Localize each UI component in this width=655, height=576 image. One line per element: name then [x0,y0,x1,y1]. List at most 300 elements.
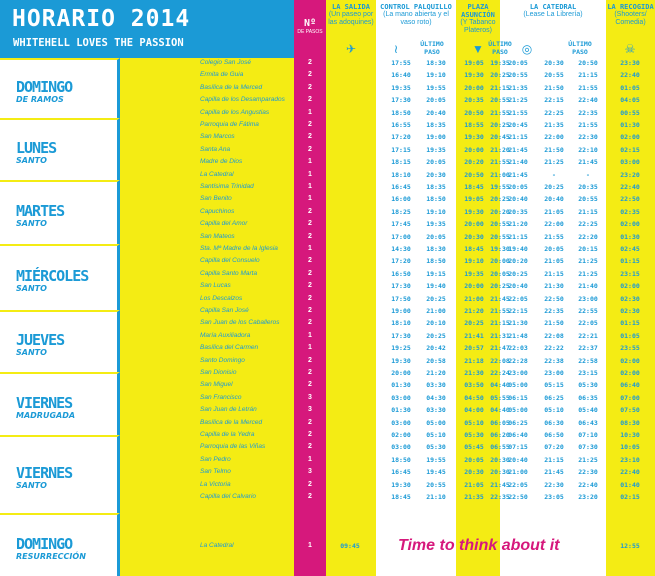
time-cell: 21:50 [544,145,564,154]
time-cell: 05:00 [508,406,528,415]
time-cell: 20:00 [464,220,484,229]
time-cell: 17:15 [391,145,411,154]
time-cell: 21:20 [464,307,484,315]
time-cell: 02:35 [620,207,640,216]
time-cell: 18:15 [391,158,411,167]
plaza-sub: (Y Tabanco Plateros) [460,19,496,34]
time-cell: 19:45 [426,468,446,477]
time-cell: 06:40 [620,381,640,390]
pasos-count: 2 [308,220,312,228]
catedral-last-label: ÚLTIMO PASO [568,40,592,56]
time-cell: 01:15 [620,319,640,328]
time-cell: 04:40 [490,381,510,390]
church-name: Colegio San José [200,59,251,66]
pasos-count: 2 [308,207,312,215]
time-cell: 07:50 [620,406,640,415]
time-cell: 20:50 [464,108,484,117]
time-cell: 06:50 [544,431,564,439]
pasos-count: 2 [308,269,312,277]
time-cell: 22:08 [544,331,564,340]
time-cell: 20:40 [544,195,564,204]
time-cell: 21:00 [426,307,446,315]
church-name: La Catedral [200,542,234,549]
time-cell: 18:30 [426,245,446,253]
time-cell: 21:15 [544,269,564,278]
pasos-count: 1 [308,170,312,178]
pasos-count: 1 [308,542,312,549]
pasos-count: 2 [308,480,312,488]
skull-icon: ☠ [624,42,636,56]
page-title: HORARIO 2014 [12,6,191,32]
pasos-count: 2 [308,232,312,240]
pasos-count: 1 [308,108,312,116]
time-cell: 22:22 [544,344,564,353]
time-cell: 20:42 [426,344,446,353]
time-cell: 21:45 [490,294,510,303]
pasos-count: 3 [308,406,312,414]
time-cell: 05:40 [578,406,598,415]
time-cell: 21:15 [508,133,528,142]
time-cell: 18:10 [391,170,411,179]
time-cell: 21:55 [508,108,528,117]
time-cell: 23:00 [544,369,564,377]
church-name: San Dionisio [200,369,237,376]
time-cell: 22:50 [508,493,528,501]
time-cell: 22:05 [508,480,528,489]
time-cell: 22:50 [620,195,640,204]
time-cell: 07:15 [508,443,528,452]
time-cell: 22:24 [490,369,510,377]
time-cell: 06:25 [544,393,564,402]
time-cell: 23:10 [620,455,640,464]
time-cell: 21:25 [544,158,564,167]
time-cell: 19:40 [426,282,446,291]
time-cell: 21:50 [544,83,564,92]
church-name: Santa Ana [200,145,231,153]
time-cell: 20:20 [464,158,484,167]
time-cell: 21:48 [508,331,528,340]
time-cell: 18:25 [391,207,411,216]
time-cell: 06:55 [490,443,510,452]
time-cell: 02:00 [620,369,640,377]
time-cell: 02:00 [620,133,640,142]
time-cell: 17:45 [391,220,411,229]
time-cell: 18:50 [426,195,446,204]
time-cell: 20:25 [426,331,446,340]
time-cell: 19:40 [508,245,528,253]
time-cell: 20:25 [490,195,510,204]
time-cell: 22:58 [578,356,598,365]
time-cell: 22:08 [490,356,510,365]
time-cell: 21:10 [426,493,446,501]
pasos-header [294,18,326,36]
day-sub: RESURRECCIÓN [16,551,86,561]
pasos-count: 1 [308,455,312,463]
time-cell: 20:30 [490,468,510,477]
time-cell: 07:20 [544,443,564,452]
time-cell: 21:35 [464,493,484,501]
church-name: San Miguel [200,381,233,389]
time-cell: 19:10 [426,207,446,216]
day-name: DOMINGO [16,78,73,96]
time-cell: 20:40 [508,282,528,291]
time-cell: 19:25 [391,344,411,353]
time-cell: 20:40 [508,195,528,204]
pasos-count: 2 [308,307,312,314]
time-cell: 21:55 [490,108,510,117]
time-cell: 04:40 [490,406,510,415]
time-cell: 20:30 [544,59,564,67]
time-cell: 20:25 [544,183,564,191]
time-cell: 22:03 [508,344,528,353]
time-cell: 22:30 [578,468,598,477]
time-cell: 07:10 [578,431,598,439]
time-cell: 23:05 [544,493,564,501]
time-cell: 19:05 [464,195,484,204]
time-cell: 23:00 [578,294,598,303]
time-cell: 20:25 [490,71,510,80]
time-cell: 06:35 [578,393,598,402]
time-cell: 21:15 [578,207,598,216]
time-cell: 21:55 [578,121,598,129]
time-cell: 19:00 [426,133,446,142]
day-name: JUEVES [16,331,65,349]
recogida-sub: (Shooters/ Comedia) [614,11,647,26]
plaza-last-label: ÚLTIMO PASO [488,40,512,56]
time-cell: 04:50 [464,393,484,402]
time-cell: 18:45 [464,183,484,191]
time-cell: 20:35 [508,207,528,216]
day-block [0,58,120,118]
time-cell: 23:15 [620,269,640,278]
time-cell: 20:25 [426,294,446,303]
time-cell: 21:35 [508,83,528,92]
time-cell: 22:40 [620,468,640,477]
church-name: San Benito [200,195,232,203]
pasos-count: 2 [308,96,312,104]
day-block [0,310,120,372]
pasos-count: 1 [308,183,312,190]
time-cell: 23:30 [620,59,640,67]
time-cell: 05:15 [544,381,564,390]
day-name: VIERNES [16,393,73,412]
recogida-header [606,3,655,27]
pasos-count: 1 [308,344,312,352]
time-cell: 21:45 [508,170,528,179]
pasos-count: 2 [308,145,312,153]
time-cell: 22:40 [620,183,640,191]
plaza-header [456,3,500,35]
time-cell: 21:25 [508,96,528,105]
time-cell: 02:45 [620,245,640,253]
church-name: Basílica de la Merced [200,418,263,426]
time-cell: 19:55 [426,83,446,92]
time-cell: 06:30 [544,418,564,427]
church-name: Capilla de los Angustias [200,108,270,116]
time-cell: 20:45 [490,133,510,142]
time-cell: 21:18 [464,356,484,365]
time-cell: 03:00 [391,443,411,452]
control-header [376,3,456,27]
time-cell: 04:00 [464,406,484,415]
time-cell: 19:30 [391,356,411,365]
time-cell: 20:00 [464,145,484,154]
time-cell: 23:20 [578,493,598,501]
time-cell: 23:15 [578,369,598,377]
time-cell: 21:55 [490,158,510,167]
time-cell: 05:00 [508,381,528,390]
day-sub: DE RAMOS [16,95,64,104]
day-block [0,513,120,576]
time-cell: 06:05 [490,418,510,427]
time-cell: 17:30 [391,331,411,340]
pasos-count: 2 [308,493,312,500]
time-cell: 20:00 [391,369,411,377]
pasos-count: 2 [308,356,312,364]
time-cell: 20:55 [578,195,598,204]
time-cell: 16:45 [391,183,411,191]
nail-icon: ≀ [393,42,399,56]
plane-icon: ✈ [345,42,357,56]
catedral-title: LA CATEDRAL [529,3,577,11]
time-cell: 05:10 [544,406,564,415]
time-cell: 20:05 [544,245,564,253]
time-cell: 19:35 [490,59,510,67]
time-cell: 19:55 [426,455,446,464]
plaza-title: PLAZA ASUNCIÓN [461,3,495,19]
time-cell: 22:00 [544,133,564,142]
time-cell: 08:30 [620,418,640,427]
pasos-count: 2 [308,59,312,66]
time-cell: 21:05 [544,207,564,216]
pasos-count: 2 [308,443,312,451]
time-cell: 14:30 [391,245,411,253]
time-cell: 20:20 [490,207,510,216]
pasos-count: 2 [308,294,312,302]
time-cell: 05:00 [426,418,446,427]
church-name: Capilla del Calvario [200,493,256,500]
pasos-count: 3 [308,393,312,401]
church-name: San Juan de los Caballeros [200,319,280,327]
time-cell: 19:35 [426,220,446,229]
time-cell: - [552,170,556,179]
time-cell: 21:15 [508,232,528,241]
time-cell: 20:30 [464,468,484,477]
day-block [0,372,120,435]
church-name: La Catedral [200,170,234,178]
time-cell: 19:35 [391,83,411,92]
church-name: Capilla San José [200,307,249,314]
time-cell: 21:15 [544,455,564,464]
time-cell: 16:50 [391,269,411,278]
time-cell: 02:15 [620,493,640,501]
time-cell: 22:05 [508,294,528,303]
time-cell: 05:30 [426,443,446,452]
time-cell: 17:30 [391,96,411,105]
time-cell: 19:55 [490,183,510,191]
time-cell: 22:35 [490,493,510,501]
time-cell: 20:55 [490,232,510,241]
time-cell: 20:55 [490,220,510,229]
salida-header [326,3,376,27]
time-cell: 22:40 [578,96,598,105]
time-cell: 17:50 [391,294,411,303]
time-cell: 12:55 [620,542,640,550]
time-cell: 03:00 [391,393,411,402]
time-cell: 21:45 [490,480,510,489]
church-name: Capilla del Consuelo [200,257,260,265]
time-cell: 22:40 [578,480,598,489]
church-name: Parroquia de las Viñas [200,443,266,451]
time-cell: 03:30 [426,381,446,390]
church-name: Basílica de la Merced [200,83,263,91]
time-cell: 20:00 [464,83,484,92]
time-cell: 18:50 [391,455,411,464]
time-cell: 17:20 [391,133,411,142]
time-cell: 18:35 [426,183,446,191]
time-cell: 20:25 [464,319,484,328]
time-cell: 19:35 [464,269,484,278]
catedral-header [500,3,606,19]
time-cell: 23:20 [620,170,640,179]
church-name: Ermita de Guia [200,71,244,79]
time-cell: 21:50 [544,319,564,328]
time-cell: 20:55 [544,71,564,80]
time-cell: 16:45 [391,468,411,477]
church-name: Santísima Trinidad [200,183,254,190]
time-cell: 22:50 [544,294,564,303]
time-cell: 19:00 [391,307,411,315]
church-name: San Juan de Letrán [200,406,257,414]
time-cell: 02:15 [620,145,640,154]
time-cell: 17:00 [391,232,411,241]
time-cell: 20:57 [464,344,484,353]
day-name: MARTES [16,202,65,220]
control-title: CONTROL PALQUILLO [380,3,452,11]
day-sub: SANTO [16,219,47,228]
time-cell: 03:00 [620,158,640,167]
time-cell: 18:35 [426,121,446,129]
church-name: San Lucas [200,282,231,290]
church-name: Santo Domingo [200,356,245,364]
time-cell: 20:25 [508,269,528,278]
time-cell: 19:05 [464,59,484,67]
pasos-sub: DE PASOS [297,29,323,35]
day-name: DOMINGO [16,534,73,553]
time-cell: 21:30 [544,282,564,291]
pasos-count: 2 [308,257,312,265]
time-cell: 20:05 [426,232,446,241]
time-cell: 21:20 [508,220,528,229]
time-cell: 23:00 [508,369,528,377]
time-cell: 18:50 [391,108,411,117]
time-cell: 22:30 [578,133,598,142]
day-sub: SANTO [16,481,47,490]
time-cell: 21:45 [578,158,598,167]
day-name: VIERNES [16,464,73,482]
time-cell: - [586,170,590,179]
time-cell: 01:40 [620,480,640,489]
time-cell: 21:20 [426,369,446,377]
day-block [0,118,120,180]
time-cell: 18:50 [426,257,446,266]
time-cell: 22:37 [578,344,598,353]
time-cell: 02:30 [620,307,640,315]
time-cell: 20:05 [508,59,528,67]
time-cell: 01:30 [391,381,411,390]
time-cell: 02:00 [391,431,411,439]
church-name: Basílica del Carmen [200,344,259,352]
time-cell: 21:15 [578,71,598,80]
time-cell: 22:35 [544,307,564,315]
time-cell: 22:25 [544,108,564,117]
pasos-count: 1 [308,158,312,166]
time-cell: 16:55 [391,121,411,129]
time-cell: 19:30 [464,133,484,142]
time-cell: 20:55 [426,480,446,489]
church-name: San Mateos [200,232,235,240]
pasos-count: 1 [308,195,312,203]
time-cell: 01:30 [620,121,640,129]
church-name: Capilla Santo Marta [200,269,258,277]
time-cell: 04:05 [620,96,640,105]
time-cell: 20:05 [490,269,510,278]
time-cell: 19:30 [490,245,510,253]
control-last-label: ÚLTIMO PASO [420,40,444,56]
time-cell: 20:40 [426,108,446,117]
time-cell: 21:40 [508,158,528,167]
day-sub: SANTO [16,348,47,357]
time-cell: 06:20 [490,431,510,439]
time-cell: 20:05 [426,158,446,167]
time-cell: 17:55 [391,59,411,67]
time-cell: 21:25 [578,269,598,278]
church-name: La Victoria [200,480,231,488]
time-cell: 20:50 [464,170,484,179]
church-name: Los Descalzos [200,294,243,302]
time-cell: 19:10 [464,257,484,266]
time-cell: 20:45 [508,121,528,129]
time-cell: 18:30 [426,59,446,67]
time-cell: 21:30 [508,319,528,328]
time-cell: 20:58 [426,356,446,365]
time-cell: 01:05 [620,83,640,92]
time-cell: 19:30 [464,207,484,216]
time-cell: 21:41 [464,331,484,340]
time-cell: 21:40 [578,282,598,291]
pasos-count: 2 [308,83,312,91]
time-cell: 19:35 [426,145,446,154]
pasos-count: 2 [308,319,312,327]
time-cell: 21:45 [508,145,528,154]
time-cell: 02:30 [620,294,640,303]
time-cell: 20:10 [426,319,446,328]
church-name: Sta. Mª Madre de la Iglesia [200,245,278,252]
page-subtitle: WHITEHELL LOVES THE PASSION [13,37,184,49]
pasos-count: 2 [308,71,312,79]
church-name: María Auxiliadora [200,331,251,339]
time-cell: 17:30 [391,282,411,291]
time-cell: 21:30 [464,369,484,377]
time-cell: 21:00 [508,468,528,477]
control-sub: (La mano abierta y el vaso roto) [383,11,449,26]
catedral-sub: (Lease La Librería) [523,11,583,18]
time-cell: 05:45 [464,443,484,452]
church-name: Capilla del Amor [200,220,248,228]
time-cell: 01:30 [620,232,640,241]
time-cell: 05:55 [490,393,510,402]
time-cell: 02:00 [620,220,640,229]
